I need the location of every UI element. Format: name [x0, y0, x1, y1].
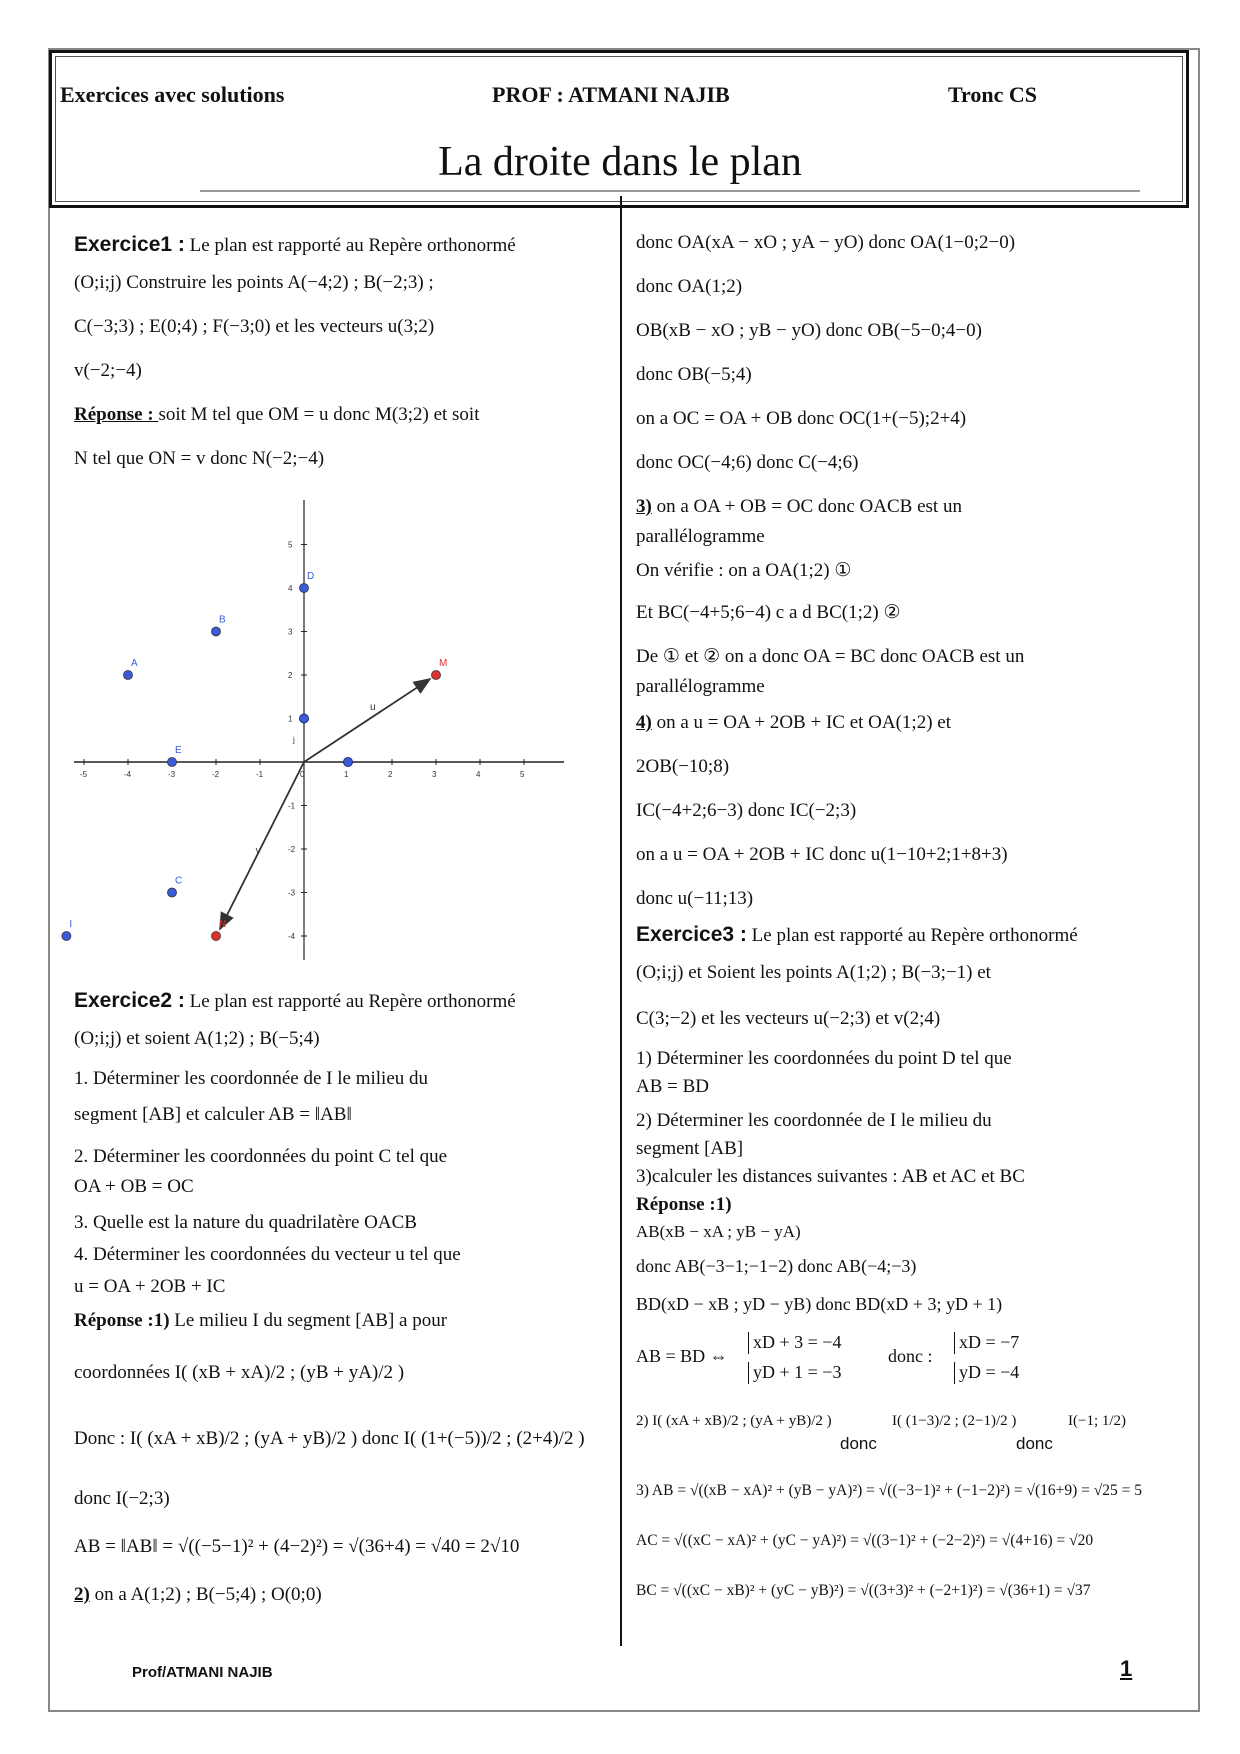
r-line-1: donc OA(xA − xO ; yA − yO) donc OA(1−0;2−0)	[636, 232, 1016, 253]
r-line-10: Et BC(−4+5;6−4) c a d BC(1;2) ②	[636, 602, 901, 623]
ex3-answer-label: Réponse :1)	[636, 1194, 732, 1215]
x-tick-label: -2	[212, 770, 220, 779]
ex3-s2: donc AB(−3−1;−1−2) donc AB(−4;−3)	[636, 1256, 917, 1276]
ex2-text-5: 2. Déterminer les coordonnées du point C tel que	[74, 1146, 448, 1167]
vector-j-label: j	[293, 735, 295, 745]
ex3-text-7: segment [AB]	[636, 1138, 744, 1159]
ex2-answer-text-1: Le milieu I du segment [AB] a pour	[174, 1310, 448, 1331]
unit-point	[300, 714, 309, 723]
ex3-s5e: I(−1; 1/2)	[1068, 1413, 1127, 1429]
point-I	[62, 932, 71, 941]
ex1-text-2: (O;i;j) Construire les points A(−4;2) ; B(−2;3) ;	[74, 272, 434, 293]
ex1-label: Exercice1 :	[74, 233, 185, 256]
coordinate-graph	[69, 500, 604, 970]
point-A	[124, 671, 133, 680]
x-tick-label: 4	[476, 770, 481, 779]
ex3-text-6: 2) Déterminer les coordonnée de I le milieu du	[636, 1110, 992, 1131]
y-tick-label: 2	[288, 671, 293, 680]
ex2-answer-text-5: AB = ‖AB‖ = √((−5−1)² + (4−2)²) = √(36+4) = √40 = 2√10	[74, 1536, 520, 1557]
ex3-s7: AC = √((xC − xA)² + (yC − yA)²) = √((3−1)² + (−2−2)²) = √(4+16) = √20	[636, 1532, 1094, 1549]
ex3-s5c: I( (1−3)/2 ; (2−1)/2 )	[892, 1413, 1017, 1429]
y-tick-label: 3	[288, 627, 293, 637]
point-label-D: D	[307, 571, 315, 582]
ex3-s4d: donc :	[888, 1346, 933, 1366]
y-tick-label: -3	[288, 888, 296, 898]
ex3-s6: 3) AB = √((xB − xA)² + (yB − yA)²) = √((−3−1)² + (−1−2)²) = √(16+9) = √25 = 5	[636, 1482, 1143, 1499]
r-q3-label: 3)	[636, 496, 652, 517]
ex3-text-5: AB = BD	[636, 1076, 710, 1097]
ex1-answer-1	[74, 404, 479, 427]
r-q4-label: 4)	[636, 712, 652, 733]
y-tick-label: 4	[288, 584, 293, 593]
ex2-text-4: segment [AB] et calculer AB = ‖AB‖	[74, 1104, 352, 1125]
r-line-7	[636, 496, 962, 519]
graph-ticks	[80, 541, 525, 942]
ex2-answer-2	[74, 1584, 322, 1607]
r-line-9: On vérifie : on a OA(1;2) ①	[636, 560, 852, 581]
vector-u-label: u	[370, 701, 376, 713]
ex1-text-1: Le plan est rapporté au Repère orthonormé	[189, 235, 516, 256]
graph-axes	[74, 500, 564, 960]
ex2-label: Exercice2 :	[74, 989, 185, 1012]
point-E	[168, 758, 177, 767]
y-tick-label: 1	[288, 714, 293, 724]
ex3-s5: 2) I( (xA + xB)/2 ; (yA + yB)/2 )	[636, 1413, 832, 1429]
ex3-s4e: xD = −7	[954, 1332, 1019, 1354]
x-tick-label: 5	[520, 770, 525, 779]
ex3-s5-donc-1: donc	[840, 1434, 877, 1453]
r-line-8: parallélogramme	[636, 526, 765, 547]
ex2-text-7: 3. Quelle est la nature du quadrilatère OACB	[74, 1212, 417, 1233]
ex3-s4b: xD + 3 = −4	[748, 1332, 841, 1354]
r-line-2: donc OA(1;2)	[636, 276, 743, 297]
r-line-15: IC(−4+2;6−3) donc IC(−2;3)	[636, 800, 857, 821]
ex2-answer-1	[74, 1310, 447, 1333]
ex2-q2-label: 2)	[74, 1584, 90, 1605]
ex3-text-4: 1) Déterminer les coordonnées du point D tel que	[636, 1048, 1012, 1069]
ex1-line-1	[74, 232, 516, 258]
ex3-s4c: yD + 1 = −3	[748, 1362, 841, 1384]
column-divider	[620, 196, 622, 1646]
point-label-N: N	[219, 919, 227, 930]
y-tick-label: -1	[288, 801, 296, 811]
ex2-text-3: 1. Déterminer les coordonnée de I le milieu du	[74, 1068, 429, 1089]
header-center: PROF : ATMANI NAJIB	[492, 82, 730, 107]
ex1-answer-text-2: N tel que ON = v donc N(−2;−4)	[74, 448, 325, 469]
point-label-E: E	[175, 745, 182, 756]
title-rule	[200, 190, 1140, 192]
x-tick-label: 2	[388, 770, 393, 779]
header-right: Tronc CS	[948, 82, 1038, 107]
r-line-17: donc u(−11;13)	[636, 888, 754, 909]
ex2-q2-text: on a A(1;2) ; B(−5;4) ; O(0;0)	[94, 1584, 322, 1605]
footer-page-number: 1	[1120, 1656, 1133, 1681]
ex2-text-2: (O;i;j) et soient A(1;2) ; B(−5;4)	[74, 1028, 320, 1049]
r-line-11: De ① et ② on a donc OA = BC donc OACB est un	[636, 646, 1025, 667]
x-tick-label: 3	[432, 770, 437, 779]
r-line-3: OB(xB − xO ; yB − yO) donc OB(−5−0;4−0)	[636, 320, 982, 341]
ex3-line-1	[636, 922, 1078, 948]
ex3-text-3: C(3;−2) et les vecteurs u(−2;3) et v(2;4)	[636, 1008, 941, 1029]
graph-points	[62, 571, 447, 941]
point-label-B: B	[219, 614, 226, 626]
r-line-13	[636, 712, 951, 735]
ex3-s5-donc-2: donc	[1016, 1434, 1053, 1453]
x-tick-label: 0	[300, 770, 305, 779]
page-title: La droite dans le plan	[438, 139, 802, 185]
point-label-I: I	[69, 919, 73, 930]
point-label-C: C	[175, 875, 183, 887]
r-line-16: on a u = OA + 2OB + IC donc u(1−10+2;1+8+3)	[636, 844, 1008, 865]
r-line-12: parallélogramme	[636, 676, 765, 697]
ex2-text-8: 4. Déterminer les coordonnées du vecteur u tel que	[74, 1244, 461, 1265]
vector-u	[304, 679, 430, 762]
ex2-text-6: OA + OB = OC	[74, 1176, 194, 1197]
ex1-text-3: C(−3;3) ; E(0;4) ; F(−3;0) et les vecteurs u(3;2)	[74, 316, 435, 337]
x-tick-label: -4	[124, 770, 132, 779]
ex1-answer-label: Réponse :	[74, 404, 159, 425]
ex2-line-1	[74, 988, 516, 1014]
r-line-4: donc OB(−5;4)	[636, 364, 752, 385]
ex2-answer-text-2: coordonnées I( (xB + xA)/2 ; (yB + yA)/2 )	[74, 1362, 405, 1383]
y-tick-label: -4	[288, 932, 296, 941]
ex3-label: Exercice3 :	[636, 923, 747, 946]
unit-point	[344, 758, 353, 767]
ex2-text-1: Le plan est rapporté au Repère orthonormé	[189, 991, 516, 1012]
ex3-s1: AB(xB − xA ; yB − yA)	[636, 1222, 801, 1241]
ex3-s4f: yD = −4	[954, 1362, 1019, 1384]
x-tick-label: -3	[168, 770, 176, 779]
r-q3-text: on a OA + OB = OC donc OACB est un	[656, 496, 962, 517]
footer-author: Prof/ATMANI NAJIB	[132, 1664, 273, 1681]
graph-vectors	[220, 679, 430, 929]
ex1-text-4: v(−2;−4)	[74, 360, 142, 381]
vector-v-label: v	[255, 845, 261, 857]
ex3-text-8: 3)calculer les distances suivantes : AB et AC et BC	[636, 1166, 1025, 1187]
ex3-s3: BD(xD − xB ; yD − yB) donc BD(xD + 3; yD + 1)	[636, 1294, 1003, 1314]
r-q4-text: on a u = OA + 2OB + IC et OA(1;2) et	[656, 712, 951, 733]
point-M	[432, 671, 441, 680]
point-label-M: M	[439, 658, 448, 669]
y-tick-label: 5	[288, 540, 293, 550]
x-tick-label: -5	[80, 770, 88, 779]
y-tick-label: -2	[288, 845, 296, 854]
header-left: Exercices avec solutions	[60, 82, 285, 107]
ex2-answer-text-4: donc I(−2;3)	[74, 1488, 170, 1509]
ex3-s8: BC = √((xC − xB)² + (yC − yB)²) = √((3+3)² + (−2+1)²) = √(36+1) = √37	[636, 1582, 1091, 1599]
r-line-14: 2OB(−10;8)	[636, 756, 730, 777]
point-B	[212, 627, 221, 636]
point-N	[212, 932, 221, 941]
ex3-text-2: (O;i;j) et Soient les points A(1;2) ; B(−3;−1) et	[636, 962, 991, 983]
point-C	[168, 888, 177, 897]
x-tick-label: -1	[256, 770, 264, 779]
ex2-answer-label: Réponse :1)	[74, 1310, 170, 1331]
point-D	[300, 584, 309, 593]
ex1-answer-text-1: soit M tel que OM = u donc M(3;2) et soit	[158, 404, 480, 425]
r-line-5: on a OC = OA + OB donc OC(1+(−5);2+4)	[636, 408, 967, 429]
point-label-A: A	[131, 658, 138, 669]
r-line-6: donc OC(−4;6) donc C(−4;6)	[636, 452, 859, 473]
ex2-answer-text-3: Donc : I( (xA + xB)/2 ; (yA + yB)/2 ) donc I( (1+(−5))/2 ; (2+4)/2 )	[74, 1428, 585, 1449]
ex2-text-9: u = OA + 2OB + IC	[74, 1276, 226, 1297]
ex3-text-1: Le plan est rapporté au Repère orthonormé	[751, 925, 1078, 946]
ex3-s4a: AB = BD ⇔	[636, 1346, 728, 1366]
x-tick-label: 1	[344, 770, 349, 779]
